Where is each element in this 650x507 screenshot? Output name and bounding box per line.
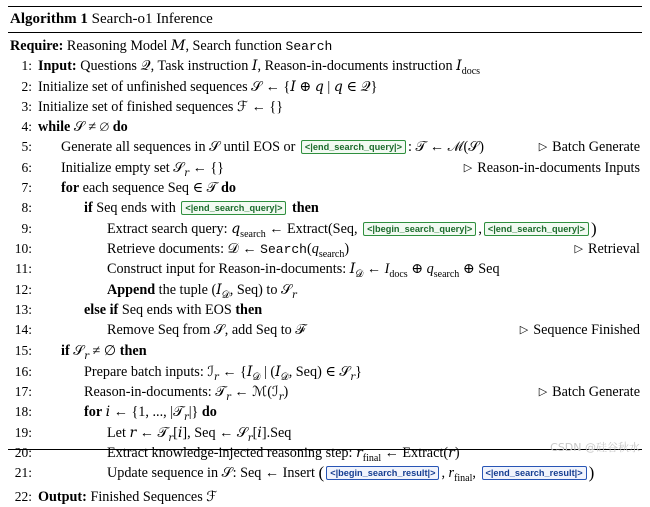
algo-line-14: 14: Remove Seq from 𝒮, add Seq to ℱ ▷ Sequence Finished [8,320,642,340]
algo-line-1: 1: Input: Questions 𝒬, Task instruction 𝐼, Reason-in-documents instruction 𝐼$_{docs}$ [21,58,481,78]
comment-reason-inputs: ▷ Reason-in-documents Inputs [463,159,640,176]
algo-line-21: 21: Update sequence in 𝒮: Seq ← Insert ( <|begin_search_result|> , $r_{final}$, <|end_search_result|> ) [14,463,595,485]
comment-sequence-finished: ▷ Sequence Finished [519,322,640,339]
end-search-result-tag: <|end_search_result|> [482,466,587,480]
algo-line-10: 10: Retrieve documents: 𝒟 ← $Search(q_{search})$ ▷ Retrieval [14,240,640,260]
watermark: CSDN @硅谷秋水 [550,441,640,454]
end-search-query-tag: <|end_search_query|> [484,222,589,236]
comment-retrieval: ▷ Retrieval [574,240,640,257]
algo-line-8: 8: if Seq ends with <|end_search_query|> then [21,200,319,217]
algo-line-22: 22: Output: Finished Sequences ℱ [14,488,218,505]
algo-line-5: 5: Generate all sequences in 𝒮 until EOS or <|end_search_query|> : 𝒯 ← ℳ(𝒮) ▷ Batch Generate [8,137,642,157]
end-search-query-tag: <|end_search_query|> [301,140,406,154]
algo-line-4: 4: while 𝒮 ≠ ∅ do [21,119,128,136]
algo-line-17: 17: Reason-in-documents: 𝒯$_𝑟$ ← ℳ(ℐ$_𝑟$) ▷ Batch Generate [14,384,640,403]
algo-line-11: 11: Construct input for Reason-in-documents: 𝐼$_𝒟$ ← $I_{docs}$ ⊕ $q_{search}$ ⊕ Seq [15,261,500,281]
algo-line-7: 7: for each sequence Seq ∈ 𝒯 do [21,180,237,197]
algo-line-19: 19: Let 𝑟 ← 𝒯$_𝑟$[𝑖], Seq ← 𝒮$_𝑟$[𝑖].Seq [14,424,292,444]
require-line: Require: Reasoning Model M, Search function Search [10,38,333,54]
algo-line-18: 18: for 𝑖 ← {1, ..., |𝒯$_𝑟$|} do [14,404,217,424]
algo-line-9: 9: Extract search query: 𝑞$_{search}$ ← Extract(Seq, <|begin_search_query|> , <|end_search_query|> ) [21,218,597,240]
bottom-rule [8,449,642,450]
algo-line-20: 20: Extract knowledge-injected reasoning step: 𝑟$_{final}$ ← Extract(𝑟) [14,444,460,464]
begin-search-query-tag: <|begin_search_query|> [363,222,476,236]
algo-line-12: 12: Append the tuple (𝐼$_𝒟$, Seq) to 𝒮$_𝑟$ [14,281,297,301]
algo-line-16: 16: Prepare batch inputs: ℐ$_𝑟$ ← {𝐼$_𝒟$ | (𝐼$_𝒟$, Seq) ∈ 𝒮$_𝑟$} [14,363,362,383]
algorithm-block [8,6,642,507]
comment-batch-generate-2: ▷ Batch Generate [538,384,640,401]
algo-line-3: 3: Initialize set of finished sequences ℱ ← {} [21,98,284,115]
comment-batch-generate: ▷ Batch Generate [538,139,640,156]
algo-line-6: 6: Initialize empty set 𝒮$_𝑟$ ← {} ▷ Reason-in-documents Inputs [21,159,640,179]
algorithm-name: Search-o1 Inference [91,11,213,27]
algo-line-15: 15: if 𝒮$_𝑟$ ≠ ∅ then [14,343,147,363]
title-rule [8,32,642,33]
begin-search-result-tag: <|begin_search_result|> [326,466,439,480]
algorithm-title [8,7,642,28]
algorithm-label: Algorithm 1 [10,11,88,27]
algo-line-13: 13: else if Seq ends with EOS then [14,301,263,318]
end-search-query-tag: <|end_search_query|> [181,201,286,215]
algo-line-2: 2: Initialize set of unfinished sequences 𝒮 ← {𝐼 ⊕ 𝑞 | 𝑞 ∈ 𝒬} [21,78,378,95]
